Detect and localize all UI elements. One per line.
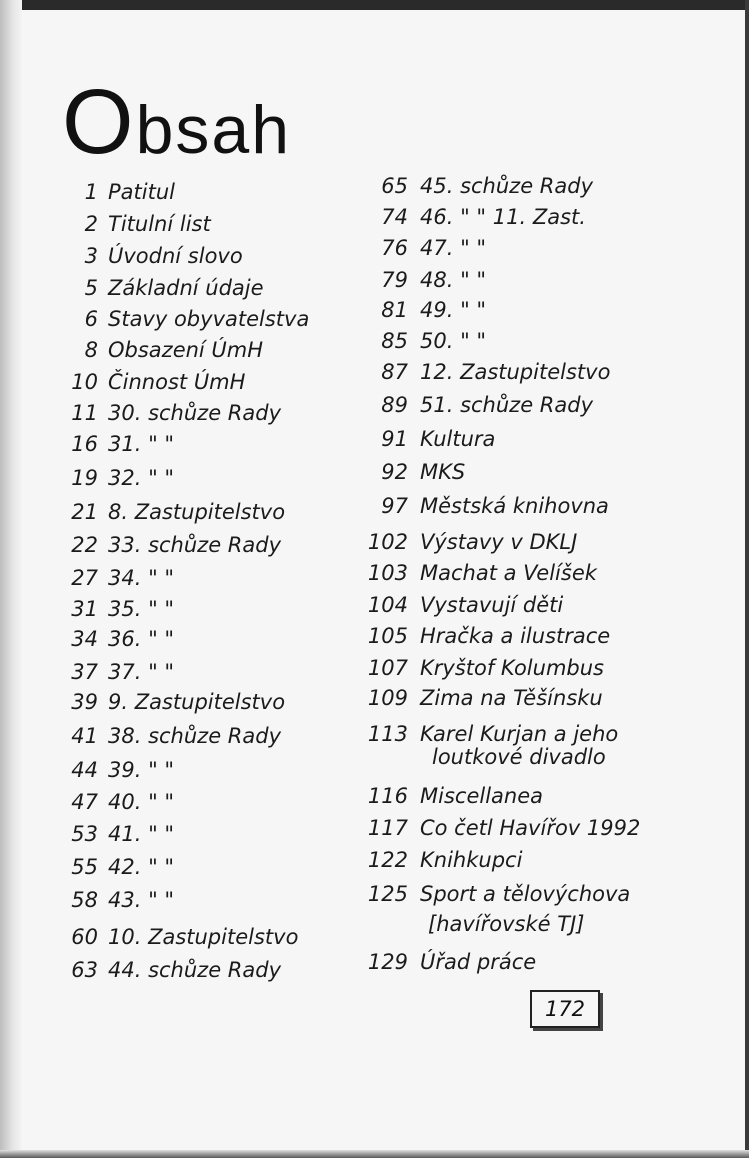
toc-entry-page: 65 bbox=[381, 174, 408, 198]
toc-entry-page: 37 bbox=[71, 660, 98, 684]
toc-entry-title: 49. " " bbox=[420, 298, 487, 322]
toc-entry-page: 74 bbox=[381, 205, 408, 229]
toc-entry-title: Patitul bbox=[108, 180, 175, 204]
toc-entry-title: 9. Zastupitelstvo bbox=[108, 690, 286, 714]
toc-entry-title: Výstavy v DKLJ bbox=[420, 530, 578, 554]
toc-entry-page: 79 bbox=[381, 268, 408, 292]
toc-entry-page: 2 bbox=[84, 212, 98, 236]
scan-edge-left bbox=[0, 0, 22, 1158]
toc-entry-page: 85 bbox=[381, 329, 408, 353]
toc-entry-title: Obsazení ÚmH bbox=[108, 338, 264, 362]
toc-entry-title: 42. " " bbox=[108, 855, 175, 879]
toc-entry-page: 97 bbox=[381, 494, 408, 518]
toc-entry-title: Co četl Havířov 1992 bbox=[420, 816, 641, 840]
toc-entry-title: Knihkupci bbox=[420, 848, 523, 872]
toc-entry-page: 44 bbox=[71, 758, 98, 782]
toc-entry-page: 104 bbox=[367, 593, 408, 617]
title-initial: O bbox=[62, 71, 136, 173]
toc-entry-title: 40. " " bbox=[108, 790, 175, 814]
toc-entry-title: Kultura bbox=[420, 427, 496, 451]
toc-entry-title: Sport a tělovýchova bbox=[420, 882, 631, 906]
toc-entry-title: 38. schůze Rady bbox=[108, 724, 282, 748]
toc-entry-page: 3 bbox=[84, 244, 98, 268]
toc-entry-page: 16 bbox=[71, 432, 98, 456]
toc-entry-page: 19 bbox=[71, 466, 98, 490]
toc-entry-page: 21 bbox=[71, 500, 98, 524]
toc-entry-title: 47. " " bbox=[420, 236, 487, 260]
toc-entry-page: 10 bbox=[71, 370, 98, 394]
toc-entry-page: 76 bbox=[381, 236, 408, 260]
toc-entry-title: MKS bbox=[420, 460, 466, 484]
toc-entry-page: 102 bbox=[367, 530, 408, 554]
toc-entry-title: Miscellanea bbox=[420, 784, 543, 808]
toc-entry-title: 48. " " bbox=[420, 268, 487, 292]
toc-entry-page: 129 bbox=[367, 950, 408, 974]
toc-entry-title: 33. schůze Rady bbox=[108, 533, 282, 557]
scan-edge-bottom bbox=[0, 1150, 749, 1158]
toc-entry-title: 50. " " bbox=[420, 329, 487, 353]
toc-entry-page: 5 bbox=[84, 276, 98, 300]
toc-entry-page: 31 bbox=[71, 597, 98, 621]
toc-entry-page: 58 bbox=[71, 888, 98, 912]
toc-entry-page: 89 bbox=[381, 393, 408, 417]
toc-entry-page: 47 bbox=[71, 790, 98, 814]
toc-entry-page: 8 bbox=[84, 338, 98, 362]
toc-entry-title: Městská knihovna bbox=[420, 494, 609, 518]
toc-entry-page: 22 bbox=[71, 533, 98, 557]
toc-entry-page: 105 bbox=[367, 624, 408, 648]
scan-edge-top bbox=[0, 0, 749, 10]
toc-entry-page: 109 bbox=[367, 686, 408, 710]
toc-continuation-line: loutkové divadlo bbox=[432, 745, 606, 769]
toc-entry-page: 103 bbox=[367, 561, 408, 585]
toc-entry-title: Vystavují děti bbox=[420, 593, 564, 617]
toc-entry-title: 36. " " bbox=[108, 627, 175, 651]
toc-entry-title: 51. schůze Rady bbox=[420, 393, 594, 417]
toc-entry-page: 6 bbox=[84, 307, 98, 331]
toc-entry-title: Machat a Velíšek bbox=[420, 561, 597, 585]
toc-entry-page: 113 bbox=[367, 722, 408, 746]
toc-entry-page: 117 bbox=[367, 816, 408, 840]
page-number: 172 bbox=[530, 990, 600, 1028]
toc-entry-page: 11 bbox=[71, 401, 98, 425]
toc-entry-page: 27 bbox=[71, 566, 98, 590]
toc-entry-title: Činnost ÚmH bbox=[108, 370, 246, 394]
toc-entry-title: 34. " " bbox=[108, 566, 175, 590]
toc-entry-page: 55 bbox=[71, 855, 98, 879]
toc-entry-page: 107 bbox=[367, 656, 408, 680]
toc-entry-title: 43. " " bbox=[108, 888, 175, 912]
toc-entry-title: Stavy obyvatelstva bbox=[108, 307, 310, 331]
toc-entry-title: 39. " " bbox=[108, 758, 175, 782]
toc-entry-page: 1 bbox=[84, 180, 98, 204]
scan-edge-right bbox=[745, 0, 749, 1158]
title-rest: bsah bbox=[135, 92, 292, 168]
toc-entry-title: Karel Kurjan a jeho bbox=[420, 722, 619, 746]
toc-entry-page: 122 bbox=[367, 848, 408, 872]
toc-entry-title: 32. " " bbox=[108, 466, 175, 490]
toc-entry-page: 41 bbox=[71, 724, 98, 748]
toc-entry-page: 81 bbox=[381, 298, 408, 322]
toc-entry-page: 92 bbox=[381, 460, 408, 484]
toc-entry-page: 91 bbox=[381, 427, 408, 451]
toc-entry-title: 31. " " bbox=[108, 432, 175, 456]
toc-entry-page: 53 bbox=[71, 822, 98, 846]
toc-entry-page: 116 bbox=[367, 784, 408, 808]
toc-continuation-line: [havířovské TJ] bbox=[428, 912, 585, 936]
toc-entry-title: 46. " " 11. Zast. bbox=[420, 205, 586, 229]
toc-entry-title: 45. schůze Rady bbox=[420, 174, 594, 198]
toc-entry-title: Zima na Těšínsku bbox=[420, 686, 603, 710]
toc-entry-page: 63 bbox=[71, 958, 98, 982]
toc-entry-title: 35. " " bbox=[108, 597, 175, 621]
toc-entry-title: 12. Zastupitelstvo bbox=[420, 360, 611, 384]
toc-entry-title: Hračka a ilustrace bbox=[420, 624, 611, 648]
page-title bbox=[62, 70, 291, 175]
toc-entry-title: Úřad práce bbox=[420, 950, 537, 974]
toc-entry-title: Úvodní slovo bbox=[108, 244, 243, 268]
toc-entry-page: 34 bbox=[71, 627, 98, 651]
toc-entry-title: 8. Zastupitelstvo bbox=[108, 500, 286, 524]
toc-entry-page: 60 bbox=[71, 925, 98, 949]
toc-entry-title: 41. " " bbox=[108, 822, 175, 846]
toc-entry-title: 37. " " bbox=[108, 660, 175, 684]
toc-entry-page: 125 bbox=[367, 882, 408, 906]
toc-entry-title: Základní údaje bbox=[108, 276, 264, 300]
toc-entry-title: Titulní list bbox=[108, 212, 211, 236]
toc-entry-page: 87 bbox=[381, 360, 408, 384]
toc-entry-title: 30. schůze Rady bbox=[108, 401, 282, 425]
toc-entry-title: 10. Zastupitelstvo bbox=[108, 925, 299, 949]
toc-entry-page: 39 bbox=[71, 690, 98, 714]
toc-entry-title: 44. schůze Rady bbox=[108, 958, 282, 982]
toc-entry-title: Kryštof Kolumbus bbox=[420, 656, 604, 680]
